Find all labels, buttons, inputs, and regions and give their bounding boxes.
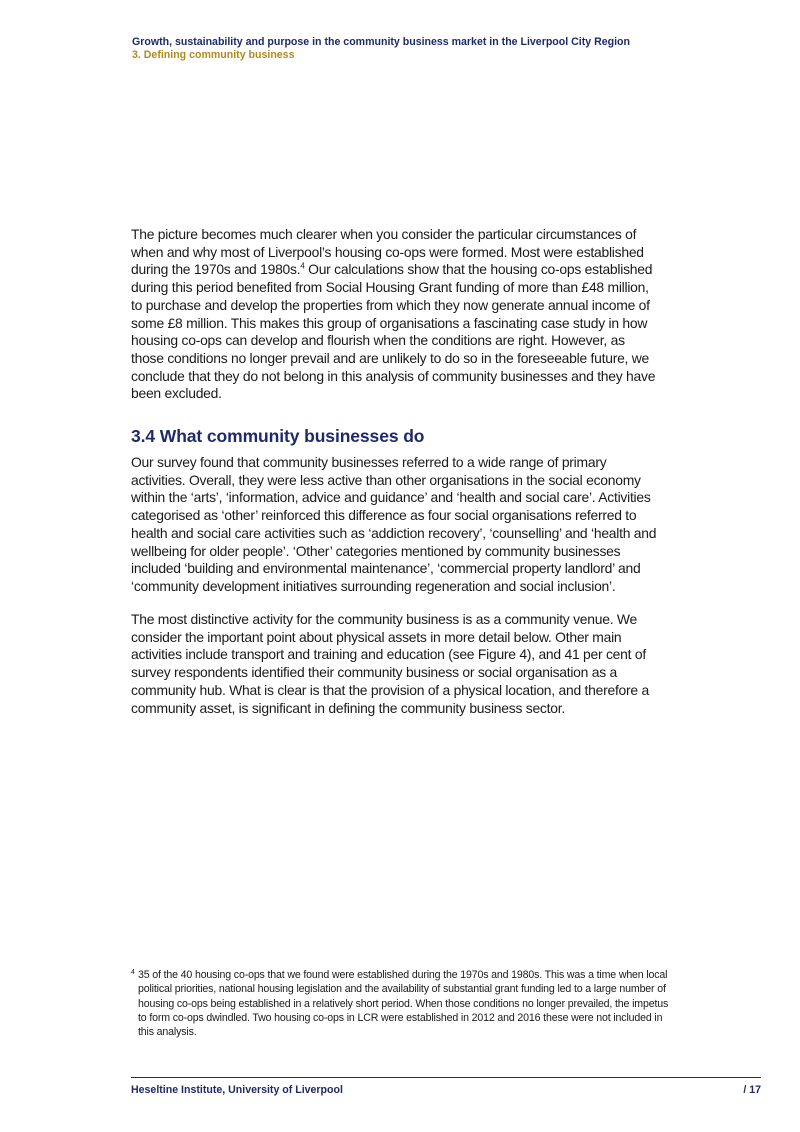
section-label: 3. Defining community business <box>132 49 295 61</box>
activities-paragraph <box>131 454 659 596</box>
intro-text-part1: The picture becomes much clearer when you consider the particular circumstances of when and why most of Liverpool’s housing co-ops were formed. Most were established during the 1970s and 1980s. <box>131 226 644 278</box>
section-heading: 3.4 What community businesses do <box>131 426 425 446</box>
footnote-reference[interactable]: 4 <box>300 261 305 271</box>
running-header <box>132 36 630 62</box>
page-number: / 17 <box>743 1084 761 1096</box>
intro-paragraph <box>131 226 659 403</box>
footer-divider <box>131 1077 761 1078</box>
intro-text-part2: Our calculations show that the housing co-ops established during this period benefited from Social Housing Grant funding of more than £48 million, to purchase and develop the properties from which they now generate annual income of some £8 million. This makes this group of organisations a fascinating case study in how housing co-ops can develop and flourish when the conditions are right. However, as those conditions no longer prevail and are unlikely to do so in the foreseeable future, we conclude that they do not belong in this analysis of community businesses and they have been excluded. <box>131 261 656 402</box>
footnote-number: 4 <box>131 969 135 976</box>
footnote <box>131 968 671 1039</box>
footnote-text: 35 of the 40 housing co-ops that we found were established during the 1970s and 1980s. This was a time when local political priorities, national housing legislation and the availability of substantial grant funding led to a large number of housing co-ops being established in a relatively short period. When those conditions no longer prevailed, the impetus to form co-ops dwindled. Two housing co-ops in LCR were established in 2012 and 2016 these were not included in this analysis. <box>138 969 669 1039</box>
community-venue-text: The most distinctive activity for the community business is as a community venue. We consider the important point about physical assets in more detail below. Other main activities include transport and training and education (see Figure 4), and 41 per cent of survey respondents identified their community business or social organisation as a community hub. What is clear is that the provision of a physical location, and therefore a community asset, is significant in defining the community business sector. <box>131 611 649 716</box>
community-venue-paragraph <box>131 611 659 717</box>
footer-institution: Heseltine Institute, University of Liverpool <box>131 1084 343 1096</box>
report-title: Growth, sustainability and purpose in the community business market in the Liverpool City Region <box>132 36 630 48</box>
activities-text: Our survey found that community businesses referred to a wide range of primary activities. Overall, they were less active than other organisations in the social economy within the ‘arts’, ‘information, advice and guidance’ and ‘health and social care’. Activities categorised as ‘other’ reinforced this difference as four social organisations referred to health and social care activities such as ‘addiction recovery’, ‘counselling’ and ‘health and wellbeing for older people’. ‘Other’ categories mentioned by community businesses included ‘building and environmental maintenance’, ‘commercial property landlord’ and ‘community development initiatives surrounding regeneration and social inclusion’. <box>131 454 657 594</box>
